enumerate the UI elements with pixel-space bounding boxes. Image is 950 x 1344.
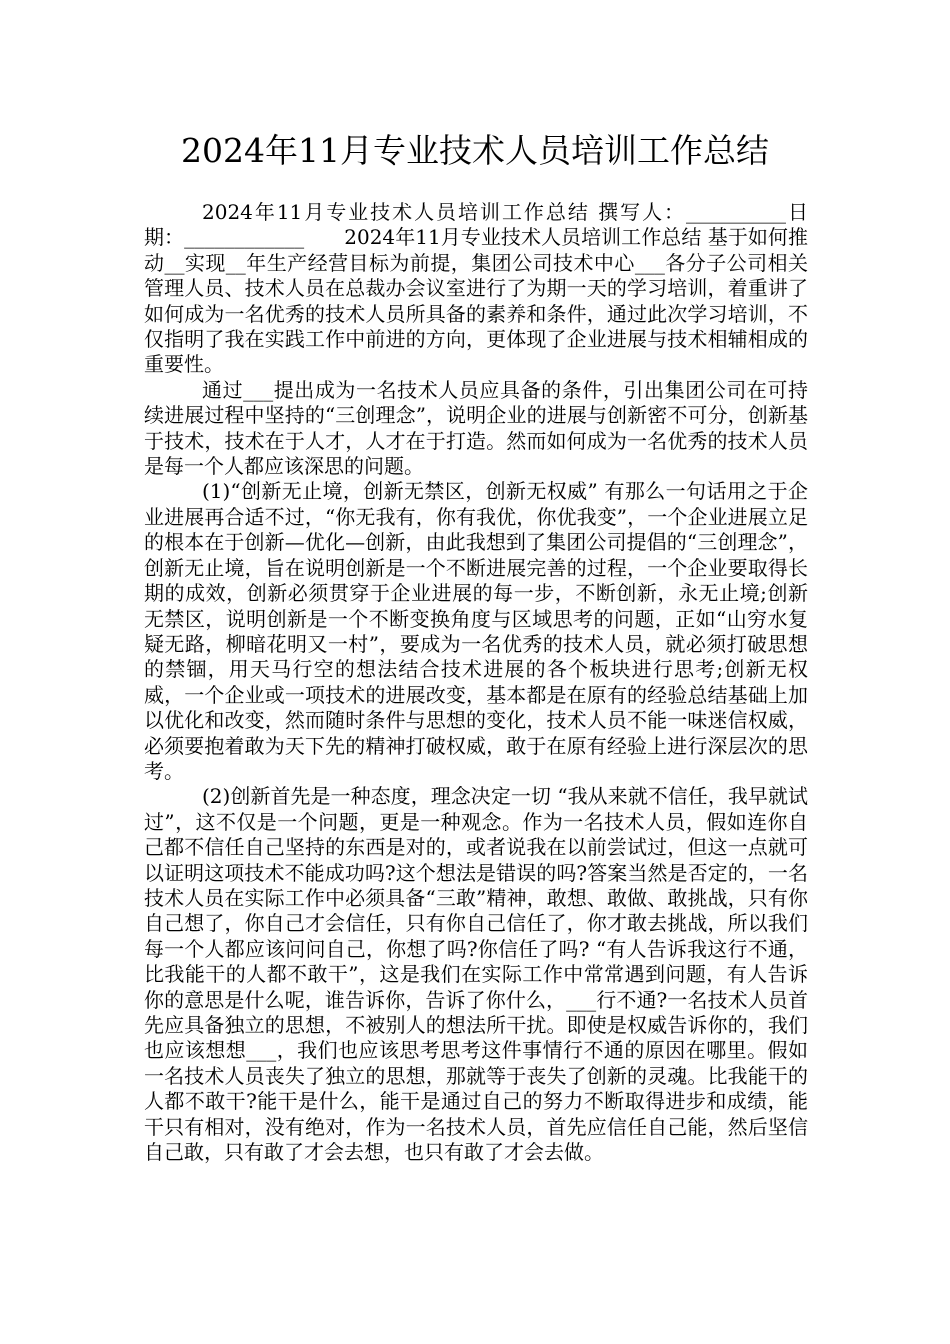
document-title: 2024年11月专业技术人员培训工作总结	[181, 131, 769, 170]
document-body	[144, 200, 828, 1165]
paragraph-background: 通过___提出成为一名技术人员应具备的条件，引出集团公司在可持续进展过程中坚持的“三创理念”，说明企业的进展与创新密不可分，创新基于技术，技术在于人才，人才在于打造。然而如何成为一名优秀的技术人员是每一个人都应该深思的问题。	[144, 377, 808, 479]
paragraph-intro: 2024年11月专业技术人员培训工作总结 撰写人：__________日 期：____________ 2024年11月专业技术人员培训工作总结 基于如何推动__实现__年生产经营目标为前提，集团公司技术中心___各分子公司相关管理人员、技术人员在总裁办会议室进行了为期一天的学习培训，着重讲了如何成为一名优秀的技术人员所具备的素养和条件，通过此次学习培训，不仅指明了我在实践工作中前进的方向，更体现了企业进展与技术相辅相成的重要性。	[144, 200, 828, 377]
paragraph-point-2: (2)创新首先是一种态度，理念决定一切 “我从来就不信任，我早就试过”，这不仅是一个问题，更是一种观念。作为一名技术人员，假如连你自己都不信任自己坚持的东西是对的，或者说我在以前尝试过，但这一点就可以证明这项技术不能成功吗?这个想法是错误的吗?答案当然是否定的，一名技术人员在实际工作中必须具备“三敢”精神，敢想、敢做、敢挑战，只有你自己想了，你自己才会信任，只有你自己信任了，你才敢去挑战，所以我们每一个人都应该问问自己，你想了吗?你信任了吗? “有人告诉我这行不通，比我能干的人都不敢干”，这是我们在实际工作中常常遇到问题，有人告诉你的意思是什么呢，谁告诉你，告诉了你什么，___行不通?一名技术人员首先应具备独立的思想，不被别人的想法所干扰。即使是权威告诉你的，我们也应该想想___，我们也应该思考思考这件事情行不通的原因在哪里。假如一名技术人员丧失了独立的思想，那就等于丧失了创新的灵魂。比我能干的人都不敢干?能干是什么，能干是通过自己的努力不断取得进步和成绩，能干只有相对，没有绝对，作为一名技术人员，首先应信任自己能，然后坚信自己敢，只有敢了才会去想，也只有敢了才会去做。	[144, 784, 808, 1165]
paragraph-point-1: (1)“创新无止境，创新无禁区，创新无权威” 有那么一句话用之于企业进展再合适不过，“你无我有，你有我优，你优我变”，一个企业进展立足的根本在于创新—优化—创新，由此我想到了集团公司提倡的“三创理念”，创新无止境，旨在说明创新是一个不断进展完善的过程，一个企业要取得长期的成效，创新必须贯穿于企业进展的每一步，不断创新，永无止境;创新无禁区，说明创新是一个不断变换角度与区域思考的问题，正如“山穷水复疑无路，柳暗花明又一村”，要成为一名优秀的技术人员，就必须打破思想的禁锢，用天马行空的想法结合技术进展的各个板块进行思考;创新无权威，一个企业或一项技术的进展改变，基本都是在原有的经验总结基础上加以优化和改变，然而随时条件与思想的变化，技术人员不能一味迷信权威，必须要抱着敢为天下先的精神打破权威，敢于在原有经验上进行深层次的思考。	[144, 479, 808, 783]
